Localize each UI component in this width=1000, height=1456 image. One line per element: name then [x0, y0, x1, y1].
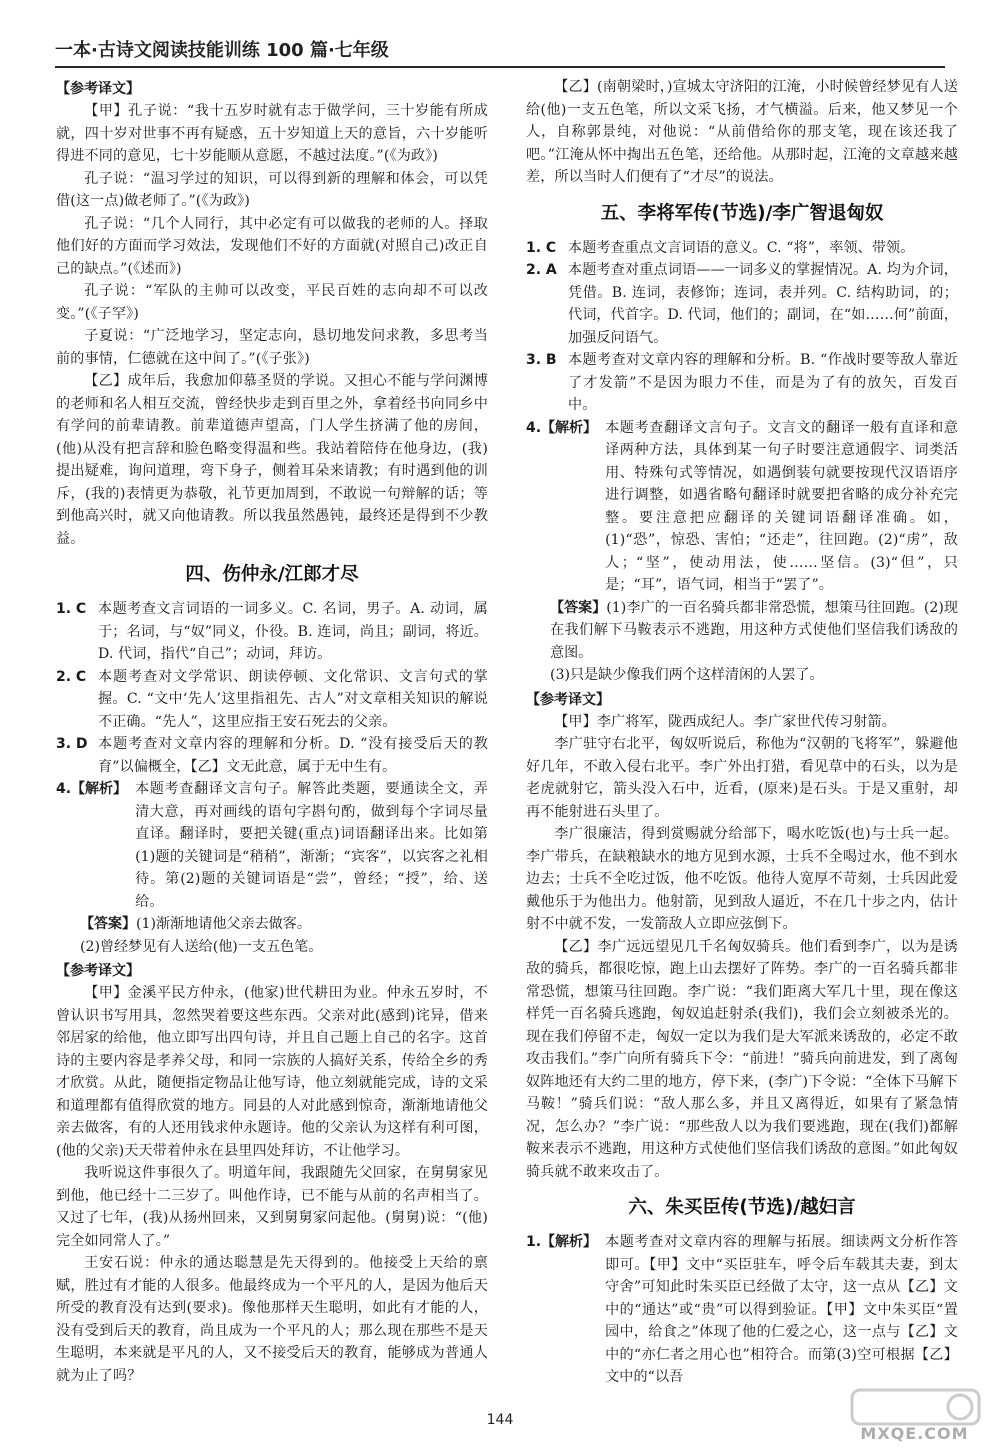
answer-text: 本题考查对文章内容的理解与拓展。细读两文分析作答即可。【甲】文中“买臣驻车，呼令后车载其夫妻，到太守舍”可知此时朱买臣已经做了太守，这一点从【乙】文中的“通达”或“贵”可以得到验证。【甲】文中朱买臣“置园中，给食之”体现了他的仁爱之心，这一点与【乙】文中的“亦仁者之用心也”相符合。而第(3)空可根据【乙】文中的“以吾: [605, 1234, 958, 1385]
reference-translation-label: 【参考译文】: [56, 81, 140, 97]
translation-paragraph: 【甲】孔子说：“我十五岁时就有志于做学问，三十岁能有所成就，四十岁对世事不再有疑惑，五十岁知道上天的意旨，六十岁能听得进不同的意见，七十岁能顺从意愿，不越过法度。”(《为政》): [56, 103, 488, 164]
answer-text: (1)李广的一百名骑兵都非常恐慌，想策马往回跑。(2)现在我们解下马鞍表示不逃跑，用这种方式使他们坚信我们诱敌的意图。: [550, 599, 958, 661]
answer-item: [526, 417, 958, 597]
answer-text: 本题考查对文学常识、朗读停顿、文化常识、文言句式的掌握。C. “文中‘先人’这里指祖先、古人”对文章相关知识的解说不正确。“先人”，这里应指王安石死去的父亲。: [98, 668, 488, 730]
answer-key: 1.【解析】: [526, 1234, 598, 1250]
right-column: [526, 76, 958, 1406]
translation-paragraph: 【乙】李广远远望见几千名匈奴骑兵。他们看到李广，以为是诱敌的骑兵，都很吃惊，跑上山去摆好了阵势。李广的一百名骑兵都非常恐慌，想策马往回跑。李广说：“我们距离大军几十里，现在像这样凭一百名骑兵逃跑，匈奴追赶射杀(我们)，我们会立刻被杀光的。现在我们停留不走，匈奴一定以为我们是大军派来诱敌的，必定不敢攻击我们。”李广向所有骑兵下令：“前进！”骑兵向前进发，到了离匈奴阵地还有大约二里的地方，停下来，(李广)下令说：“全体下马解下马鞍！”骑兵们说：“敌人那么多，并且又离得近，如果有了紧急情况，怎么办？”李广说：“那些敌人以为我们要逃跑，现在(我们)都解鞍来表示不逃跑，用这种方式使他们坚信我们诱敌的意图。”如此匈奴骑兵就不敢来攻击了。: [526, 938, 958, 1180]
answer-label: 【答案】: [550, 599, 607, 616]
translation-paragraph: 子夏说：“广泛地学习，坚定志向，恳切地发问求教，多思考当前的事情，仁德就在这中间了。”(《子张》): [56, 328, 488, 367]
section-title: 六、朱买臣传(节选)/越妇言: [628, 1197, 856, 1218]
answer-item: [526, 1231, 958, 1389]
answer-key: 1. C: [56, 601, 87, 617]
answer-key: 2. C: [56, 668, 87, 685]
answer-item: [526, 237, 958, 260]
answer-text: 本题考查翻译文言句子。解答此类题，要通读全文，弄清大意，再对画线的语句字斟句酌，做到每个字词尽量直译。翻译时，要把关键(重点)词语翻译出来。比如第(1)题的关键词是“稍稍”，渐渐；“宾客”，以宾客之礼相待。第(2)题的关键词语是“尝”，曾经；“授”，给、送给。: [135, 781, 488, 910]
answer-line: (2)曾经梦见有人送给(他)一支五色笔。: [80, 938, 323, 955]
answer-key: 4.【解析】: [526, 419, 598, 436]
translation-paragraph: 王安石说：仲永的通达聪慧是先天得到的。他接受上天给的禀赋，胜过有才能的人很多。他最终成为一个平凡的人，是因为他后天所受的教育没有达到(要求)。像他那样天生聪明，如此有才能的人，没有受到后天的教育，尚且成为一个平凡的人；那么现在那些不是天生聪明，本来就是平凡的人，又不接受后天的教育，能够成为普通人就为止了吗？: [56, 1255, 488, 1384]
section-title: 五、李将军传(节选)/李广智退匈奴: [600, 202, 884, 224]
translation-paragraph: 孔子说：“温习学过的知识，可以得到新的理解和体会，可以凭借(这一点)做老师了。”(《为政》): [56, 170, 488, 209]
answer-text: 本题考查对文章内容的理解和分析。B. “作战时要等敌人靠近了才发箭”不是因为眼力不佳，而是为了有的放矢，百发百中。: [568, 352, 958, 413]
answer-text: 本题考查重点文言词语的意义。C. “将”，率领、带领。: [568, 239, 915, 256]
translation-paragraph: 李广驻守右北平，匈奴听说后，称他为“汉朝的飞将军”，躲避他好几年，不敢入侵右北平。李广外出打猎，看见草中的石头，以为是老虎就射它，箭头没入石中，近看，(原来)是石头。于是又重射，却再不能射进石头里了。: [526, 736, 958, 820]
translation-paragraph: 孔子说：“几个人同行，其中必定有可以做我的老师的人。择取他们好的方面而学习效法，发现他们不好的方面就(对照自己)改正自己的缺点。”(《述而》): [56, 215, 488, 277]
answer-line: (3)只是缺少像我们两个这样清闲的人罢了。: [550, 667, 824, 683]
header-rule: [55, 66, 945, 68]
answer-key: 1. C: [526, 239, 557, 256]
translation-paragraph: 孔子说：“军队的主帅可以改变，平民百姓的志向却不可以改变。”(《子罕》): [56, 283, 488, 322]
reference-translation-label: 【参考译文】: [526, 691, 610, 708]
answer-item: [56, 778, 488, 913]
answer-item: [56, 666, 488, 734]
translation-paragraph: 【甲】金溪平民方仲永，(他家)世代耕田为业。仲永五岁时，不曾认识书写用具，忽然哭着要这些东西。父亲对此(感到)诧异，借来邻居家的给他，他立即写出四句诗，并且自己题上自己的名字。这首诗的主要内容是孝养父母，和同一宗族的人搞好关系，传给全乡的秀才欣赏。从此，随便指定物品让他写诗，他立刻就能完成，诗的文采和道理都有值得欣赏的地方。同县的人对此感到惊奇，渐渐地请他父亲去做客，有的人还用钱求仲永题诗。他的父亲认为这样有利可图，(他的父亲)天天带着仲永在县里四处拜访，不让他学习。: [56, 985, 488, 1159]
answer-key: 3. B: [526, 352, 557, 368]
translation-paragraph: 我听说这件事很久了。明道年间，我跟随先父回家，在舅舅家见到他，他已经十二三岁了。叫他作诗，已不能与从前的名声相当了。又过了七年，(我)从扬州回来，又到舅舅家问起他。(舅舅)说：“(他)完全如同常人了。”: [56, 1165, 488, 1249]
answer-item: [526, 259, 958, 349]
answer-line: [526, 597, 958, 665]
answer-line: [56, 913, 488, 936]
answer-text: 本题考查对文章内容的理解和分析。D. “没有接受后天的教育”以偏概全，【乙】文无此意，属于无中生有。: [98, 736, 488, 775]
book-title: 一本·古诗文阅读技能训练 100 篇·七年级: [55, 40, 389, 61]
section-title: 四、伤仲永/江郎才尽: [185, 564, 359, 585]
page-number: 144: [486, 1412, 514, 1428]
translation-paragraph: 【甲】李广将军，陇西成纪人。李广家世代传习射箭。: [554, 713, 897, 730]
answer-key: 4.【解析】: [56, 781, 128, 797]
answer-text: 本题考查对重点词语——一词多义的掌握情况。A. 均为介词，凭借。B. 连词，表修饰；连词，表并列。C. 结构助词，的；代词，代首字。D. 代词，他们的；副词，在“如……何”前面，加强反问语气。: [568, 262, 958, 346]
answer-key: 2. A: [526, 262, 557, 278]
left-column: [56, 76, 488, 1406]
translation-paragraph: 【乙】成年后，我愈加仰慕圣贤的学说。又担心不能与学问渊博的老师和名人相互交流，曾经快步走到百里之外，拿着经书向同乡中有学问的前辈请教。前辈道德声望高，门人学生挤满了他的房间，(他)从没有把言辞和脸色略变得温和些。我站着陪侍在他身边，(我)提出疑难，询问道理，弯下身子，侧着耳朵来请教；有时遇到他的训斥，(我的)表情更为恭敬，礼节更加周到，不敢说一句辩解的话；等到他高兴时，就又向他请教。所以我虽然愚钝，最终还是得到不少教益。: [56, 373, 488, 547]
answer-text: 本题考查文言词语的一词多义。C. 名词，男子。A. 动词，属于；名词，与“奴”同义，仆役。B. 连词，尚且；副词，将近。D. 代词，指代“自己”；动词，拜访。: [98, 601, 488, 662]
answer-item: [56, 598, 488, 666]
answer-text: (1)渐渐地请他父亲去做客。: [136, 916, 311, 932]
answer-item: [526, 349, 958, 417]
translation-paragraph: 李广很廉洁，得到赏赐就分给部下，喝水吃饭(也)与士兵一起。李广带兵，在缺粮缺水的地方见到水源，士兵不全喝过水，他不到水边去；士兵不全吃过饭，他不吃饭。他待人宽厚不苛刻，士兵因此爱戴他乐于为他出力。他射箭，见到敌人逼近，不在几十步之内，估计射不中就不发，一发箭敌人立即应弦倒下。: [526, 826, 958, 932]
page-header: [55, 36, 945, 70]
watermark-text: MXQE.COM: [860, 1424, 969, 1443]
answer-label: 【答案】: [80, 916, 136, 932]
answer-key: 3. D: [56, 736, 88, 752]
answer-item: [56, 733, 488, 778]
translation-paragraph: 【乙】(南朝梁时，)宣城太守济阳的江淹，小时候曾经梦见有人送给(他)一支五色笔，所以文采飞扬，才气横溢。后来，他又梦见一个人，自称郭景纯，对他说：“从前借给你的那支笔，现在该还我了吧。”江淹从怀中掏出五色笔，还给他。从那时起，江淹的文章越来越差，所以当时人们便有了“才尽”的说法。: [526, 79, 958, 185]
reference-translation-label: 【参考译文】: [56, 963, 140, 979]
answer-text: 本题考查翻译文言句子。文言文的翻译一般有直译和意译两种方法，具体到某一句子时要注意通假字、词类活用、特殊句式等情况，如遇倒装句就要按现代汉语语序进行调整，如遇省略句翻译时就要把省略的成分补充完整。要注意把应翻译的关键词语翻译准确。如，(1)“恐”，惊恐、害怕；“还走”，往回跑。(2)“虏”，敌人；“坚”，使动用法，使……坚信。(3)“但”，只是；“耳”，语气词，相当于“罢了”。: [605, 419, 958, 593]
